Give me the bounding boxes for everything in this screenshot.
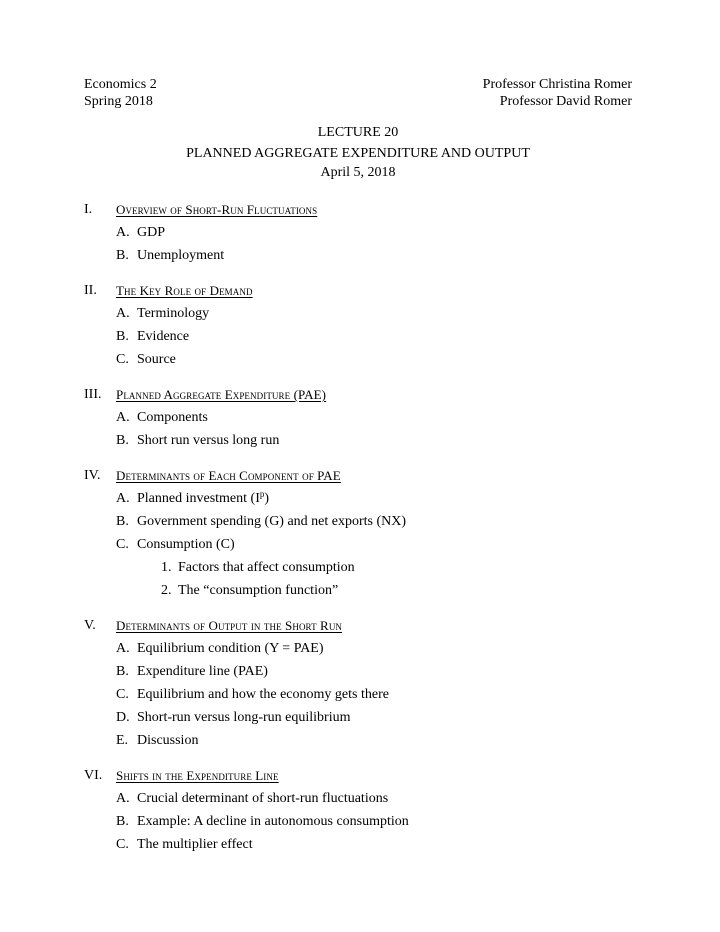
item-text: Crucial determinant of short-run fluctuations: [137, 791, 389, 806]
item-text-main: Planned investment (I: [137, 491, 260, 506]
outline-item: [116, 709, 350, 727]
item-letter: C.: [116, 537, 129, 552]
course-name: Economics 2: [84, 77, 157, 92]
item-letter: A.: [116, 791, 130, 806]
section-title: Overview of Short-Run Fluctuations: [116, 202, 318, 217]
subitem-number: 1.: [161, 560, 172, 575]
outline-item: [116, 836, 253, 854]
item-letter: C.: [116, 687, 129, 702]
item-text: Unemployment: [137, 248, 225, 263]
item-text: GDP: [137, 225, 166, 240]
outline-item: [116, 686, 389, 704]
item-letter: B.: [116, 433, 129, 448]
outline-item: [116, 409, 208, 427]
section-numeral: IV.: [84, 468, 101, 483]
item-letter: B.: [116, 664, 129, 679]
outline-item: [116, 640, 324, 658]
item-text: Discussion: [137, 733, 199, 748]
term: Spring 2018: [84, 94, 153, 109]
item-text: [137, 490, 269, 508]
item-letter: C.: [116, 352, 129, 367]
professor-1: Professor Christina Romer: [482, 77, 632, 92]
header-row-1: [84, 76, 632, 94]
outline-item: [116, 732, 198, 750]
item-text: Equilibrium and how the economy gets there: [137, 687, 389, 702]
item-text: The multiplier effect: [137, 837, 253, 852]
item-text-after: ): [264, 491, 270, 506]
item-letter: A.: [116, 306, 130, 321]
item-letter: B.: [116, 514, 129, 529]
section-numeral: II.: [84, 283, 97, 298]
outline-item: [116, 536, 235, 554]
section-title: Determinants of Each Component of PAE: [116, 468, 341, 483]
item-text: Consumption (C): [137, 537, 235, 552]
item-text: Government spending (G) and net exports (NX): [137, 514, 407, 529]
item-letter: A.: [116, 641, 130, 656]
item-text: Source: [137, 352, 176, 367]
item-letter: B.: [116, 814, 129, 829]
item-text: Evidence: [137, 329, 190, 344]
outline-item: [116, 490, 269, 508]
lecture-date: April 5, 2018: [320, 165, 396, 180]
section-title: Planned Aggregate Expenditure (PAE): [116, 387, 327, 402]
item-text: Example: A decline in autonomous consumption: [137, 814, 409, 829]
section-title: Shifts in the Expenditure Line: [116, 768, 279, 783]
item-text: Equilibrium condition (Y = PAE): [137, 641, 324, 656]
outline-item: [116, 790, 388, 808]
lecture-title: PLANNED AGGREGATE EXPENDITURE AND OUTPUT: [186, 146, 530, 161]
section-numeral: VI.: [84, 768, 103, 783]
outline-item: [116, 663, 268, 681]
item-text: Terminology: [137, 306, 210, 321]
outline-item: [116, 351, 176, 369]
outline-item: [116, 224, 165, 242]
section-numeral: III.: [84, 387, 102, 402]
lecture-number: LECTURE 20: [317, 125, 399, 140]
item-text: Short-run versus long-run equilibrium: [137, 710, 351, 725]
subitem-number: 2.: [161, 583, 172, 598]
item-letter: A.: [116, 225, 130, 240]
section-title: Determinants of Output in the Short Run: [116, 618, 343, 633]
outline-item: [116, 328, 189, 346]
section-numeral: V.: [84, 618, 96, 633]
outline-item: [116, 305, 209, 323]
item-letter: A.: [116, 491, 130, 506]
outline-item: [116, 432, 279, 450]
outline-subitem: [161, 559, 355, 577]
item-text: Short run versus long run: [137, 433, 280, 448]
header-row-2: [84, 93, 632, 111]
item-letter: A.: [116, 410, 130, 425]
lecture-outline-page: [84, 0, 632, 932]
item-text: Expenditure line (PAE): [137, 664, 268, 679]
professor-2: Professor David Romer: [499, 94, 632, 109]
item-letter: C.: [116, 837, 129, 852]
item-letter: E.: [116, 733, 129, 748]
item-text: Components: [137, 410, 208, 425]
item-letter: D.: [116, 710, 130, 725]
subitem-text: The “consumption function”: [178, 583, 339, 598]
outline-subitem: [161, 582, 338, 600]
item-superscript: p: [259, 489, 265, 499]
item-letter: B.: [116, 248, 129, 263]
outline-item: [116, 247, 224, 265]
section-numeral: I.: [84, 202, 93, 217]
item-letter: B.: [116, 329, 129, 344]
outline-item: [116, 513, 406, 531]
subitem-text: Factors that affect consumption: [178, 560, 355, 575]
outline-item: [116, 813, 409, 831]
section-title: The Key Role of Demand: [116, 283, 253, 298]
